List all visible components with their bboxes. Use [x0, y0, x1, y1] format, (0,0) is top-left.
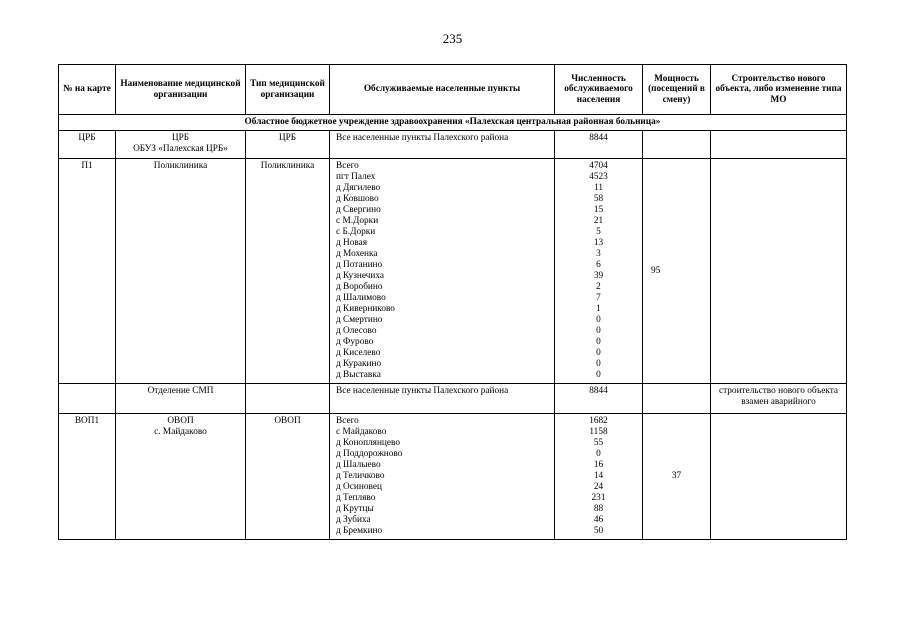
settlement-population: 15 — [593, 205, 604, 215]
header-capacity: Мощность (посещений в смену) — [643, 65, 711, 115]
settlement-name: д Поддорожново — [336, 449, 403, 459]
settlement-name: д Смертино — [336, 315, 383, 325]
table-row-crb — [59, 131, 847, 159]
settlement-name: д Новая — [336, 238, 368, 248]
settlement-population: 88 — [593, 504, 604, 514]
header-org-name: Наименование медицинской организации — [116, 65, 246, 115]
settlement-name: д Ковшово — [336, 194, 379, 204]
settlement-name: д Свергино — [336, 205, 381, 215]
population-list — [555, 159, 643, 384]
settlement-population: 0 — [596, 359, 601, 369]
settlement-name: пгт Палех — [336, 172, 376, 182]
settlement-name: д Куракино — [336, 359, 382, 369]
table-row-polyclinic — [59, 159, 847, 384]
capacity-cell: 37 — [643, 414, 711, 540]
header-row — [59, 65, 847, 115]
settlement-name: д Дягилево — [336, 183, 381, 193]
org-name-cell — [116, 414, 246, 540]
org-name-line: с. Майдаково — [154, 427, 207, 437]
org-name-cell — [116, 131, 246, 159]
settlement-population: 1682 — [589, 416, 608, 426]
settlement-population: 6 — [596, 260, 601, 270]
settlement-cell: Все населенные пункты Палехского района — [330, 384, 555, 414]
settlement-name: д Потанино — [336, 260, 383, 270]
capacity-cell — [643, 384, 711, 414]
settlement-population: 58 — [593, 194, 604, 204]
org-name-line: ЦРБ — [171, 133, 190, 143]
settlement-population: 39 — [593, 271, 604, 281]
capacity-cell — [643, 131, 711, 159]
org-title: Областное бюджетное учреждение здравоохранения «Палехская центральная районная больница» — [59, 115, 847, 131]
settlement-name: д Осиновец — [336, 482, 382, 492]
settlement-name: д Киверниково — [336, 304, 395, 314]
settlement-name: д Выставка — [336, 370, 381, 380]
capacity-cell: 95 — [643, 159, 711, 384]
data-table — [58, 64, 847, 540]
settlement-name: д Теличково — [336, 471, 385, 481]
population-cell: 8844 — [555, 131, 643, 159]
settlement-name: д Крутцы — [336, 504, 374, 514]
settlement-name: д Киселево — [336, 348, 381, 358]
settlement-name: д Шалимово — [336, 293, 386, 303]
settlement-name: с Майдаково — [336, 427, 387, 437]
settlement-name: Всего — [336, 416, 359, 426]
settlement-population: 46 — [593, 515, 604, 525]
construction-cell: строительство нового объекта взамен аварийного — [711, 384, 847, 414]
settlement-name: д Фурово — [336, 337, 374, 347]
map-no-cell: ВОП1 — [59, 414, 116, 540]
page-number: 235 — [442, 31, 463, 46]
settlement-population: 1 — [596, 304, 601, 314]
settlement-population: 5 — [596, 227, 601, 237]
settlement-name: с М.Дорки — [336, 216, 379, 226]
settlement-name: д Шалыево — [336, 460, 381, 470]
header-map-no: № на карте — [59, 65, 116, 115]
org-type-cell — [246, 384, 330, 414]
settlement-population: 3 — [596, 249, 601, 259]
settlement-population: 0 — [596, 449, 601, 459]
table-row-smp — [59, 384, 847, 414]
settlement-population: 16 — [593, 460, 604, 470]
population-cell: 8844 — [555, 384, 643, 414]
settlement-population: 7 — [596, 293, 601, 303]
table-row-vop — [59, 414, 847, 540]
header-construction: Строительство нового объекта, либо изменение типа МО — [711, 65, 847, 115]
settlement-name: с Б.Дорки — [336, 227, 376, 237]
map-no-cell: ЦРБ — [59, 131, 116, 159]
settlement-population: 55 — [593, 438, 604, 448]
settlement-population: 4523 — [589, 172, 608, 182]
settlement-population: 24 — [593, 482, 604, 492]
settlement-cell: Все населенные пункты Палехского района — [330, 131, 555, 159]
settlement-population: 50 — [593, 526, 604, 536]
construction-cell — [711, 159, 847, 384]
org-type-cell: ЦРБ — [246, 131, 330, 159]
settlement-population: 4704 — [589, 161, 608, 171]
construction-cell — [711, 414, 847, 540]
population-list — [555, 414, 643, 540]
settlement-name: д Воробино — [336, 282, 383, 292]
org-name-line: ОВОП — [167, 416, 194, 426]
settlement-population: 0 — [596, 370, 601, 380]
org-type-cell: Поликлиника — [246, 159, 330, 384]
settlement-population: 11 — [594, 183, 603, 193]
header-population: Численность обслуживаемого населения — [555, 65, 643, 115]
header-settlements: Обслуживаемые населенные пункты — [330, 65, 555, 115]
header-org-type: Тип медицинской организации — [246, 65, 330, 115]
settlement-population: 231 — [591, 493, 606, 503]
settlement-list — [330, 414, 555, 540]
settlement-name: д Бремкино — [336, 526, 383, 536]
org-name-cell: Отделение СМП — [116, 384, 246, 414]
settlement-name: д Мохенка — [336, 249, 378, 259]
org-name-line: ОБУЗ «Палехская ЦРБ» — [133, 144, 228, 154]
settlement-population: 13 — [593, 238, 604, 248]
settlement-list — [330, 159, 555, 384]
settlement-population: 0 — [596, 348, 601, 358]
settlement-population: 0 — [596, 337, 601, 347]
org-title-row — [59, 115, 847, 131]
settlement-population: 0 — [596, 326, 601, 336]
settlement-name: д Тепляво — [336, 493, 376, 503]
org-name-cell: Поликлиника — [116, 159, 246, 384]
settlement-population: 14 — [593, 471, 604, 481]
settlement-name: Всего — [336, 161, 359, 171]
settlement-population: 21 — [593, 216, 604, 226]
settlement-population: 1158 — [589, 427, 608, 437]
settlement-name: д Коноплянцево — [336, 438, 401, 448]
settlement-name: д Кузнечиха — [336, 271, 385, 281]
settlement-population: 2 — [596, 282, 601, 292]
org-type-cell: ОВОП — [246, 414, 330, 540]
construction-cell — [711, 131, 847, 159]
map-no-cell — [59, 384, 116, 414]
settlement-name: д Олесово — [336, 326, 377, 336]
settlement-name: д Зубиха — [336, 515, 371, 525]
map-no-cell: П1 — [59, 159, 116, 384]
settlement-population: 0 — [596, 315, 601, 325]
